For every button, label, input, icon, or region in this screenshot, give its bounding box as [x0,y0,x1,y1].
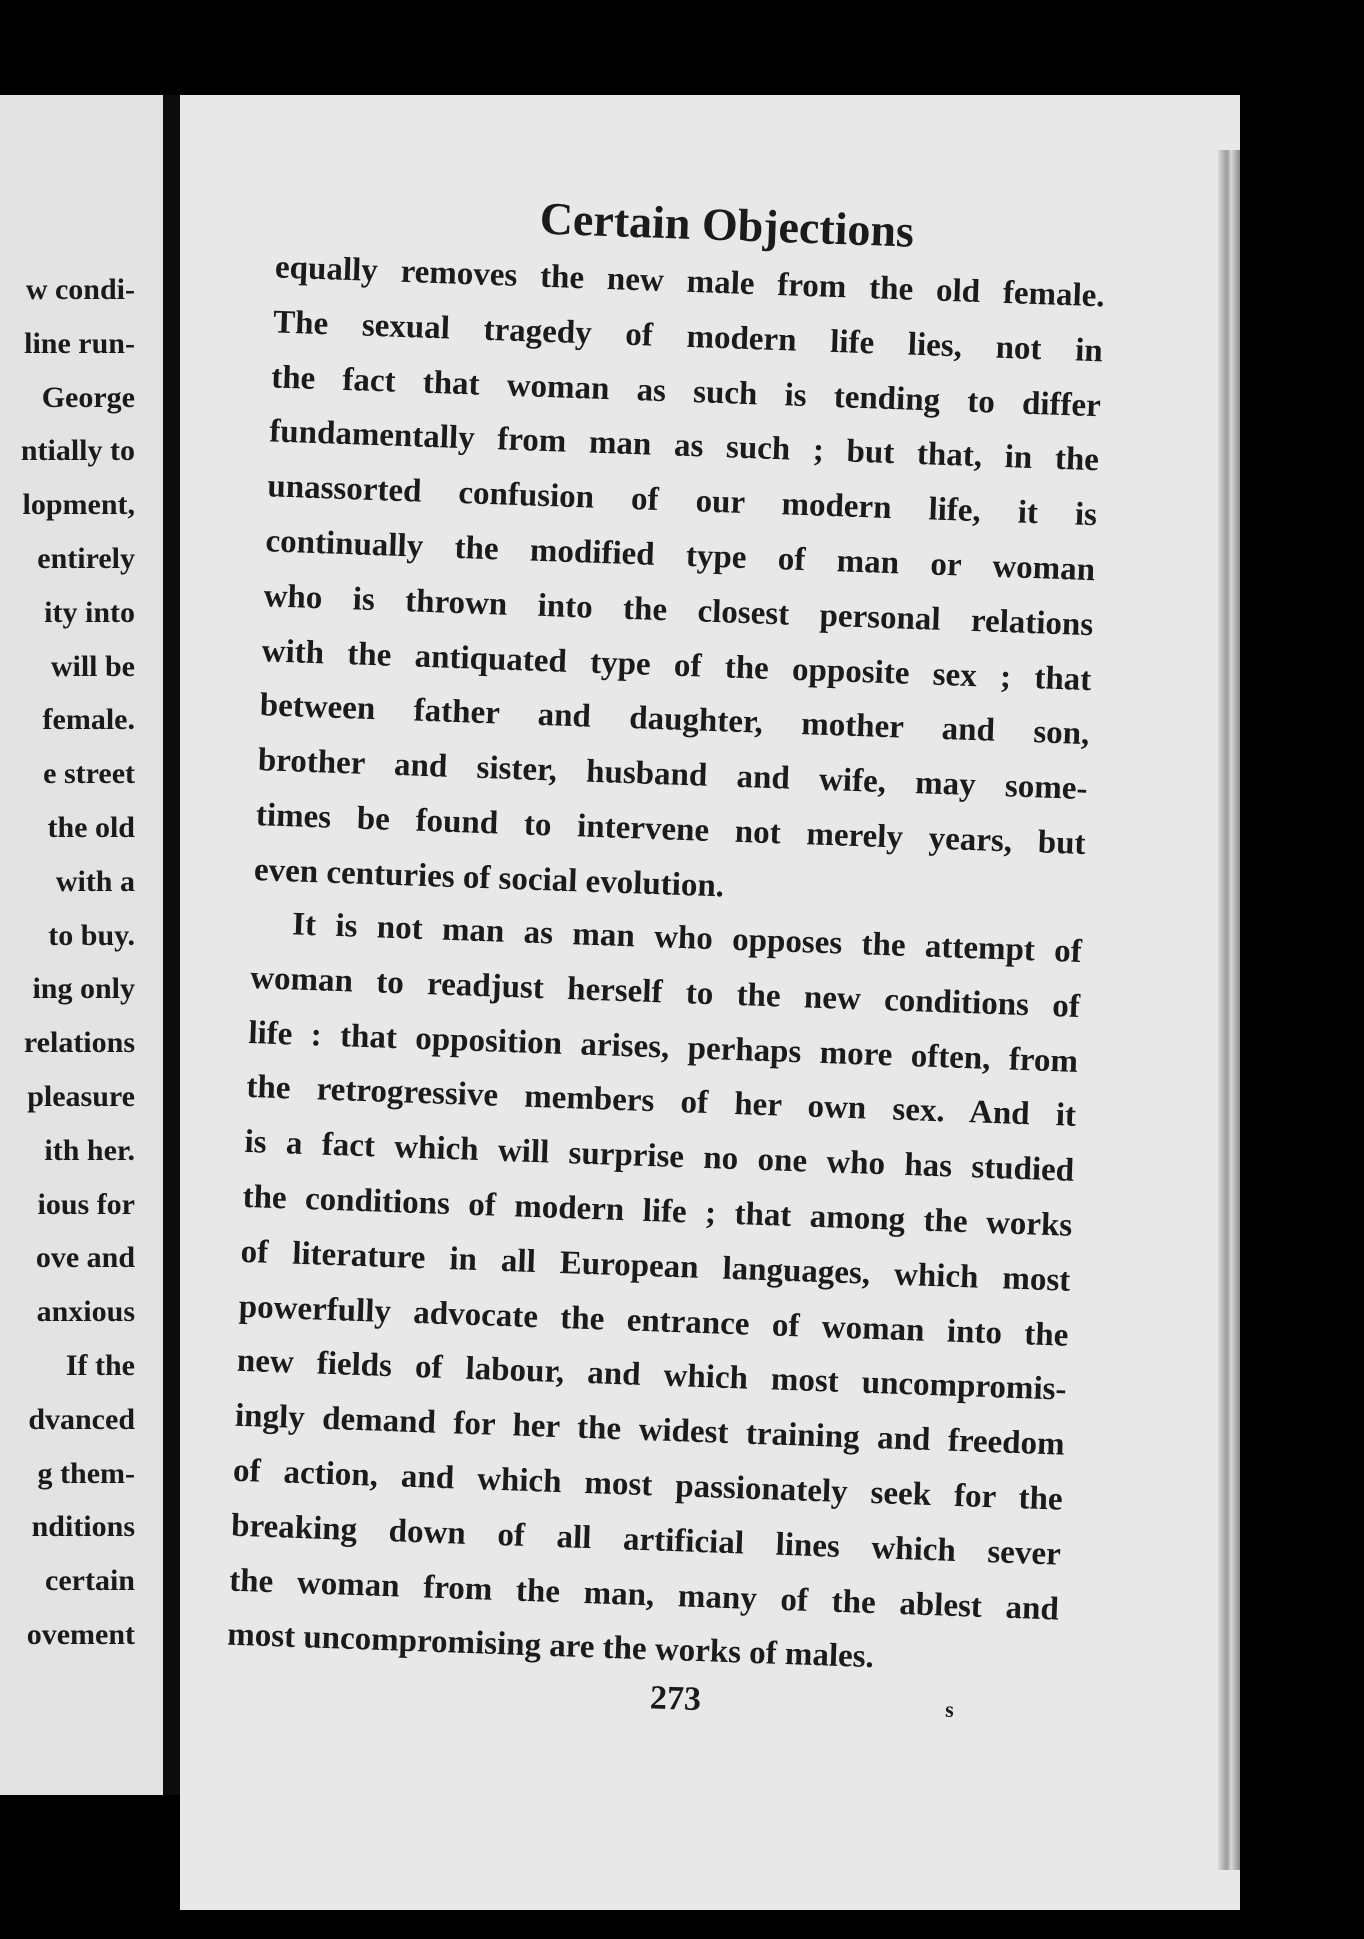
text-line: equally removes the new male from the old female. [274,249,1106,315]
left-page-line: ith her. [44,1133,135,1167]
left-page-line: dvanced [28,1402,135,1436]
left-page-line: will be [50,649,135,683]
left-page-line: ntially to [20,434,135,468]
text-line: breaking down of all artificial lines which sever [230,1507,1062,1573]
left-page-line: anxious [36,1295,135,1329]
book-gutter [163,95,180,1795]
left-page-line: If the [65,1348,135,1382]
left-page-line: with a [55,864,135,898]
paragraph-1 [253,240,1105,926]
left-page-line: George [41,380,135,414]
text-line: the woman from the man, many of the ablest and [228,1562,1060,1628]
left-page-text [0,263,135,1662]
text-line: ingly demand for her the widest training and freedom [234,1397,1066,1463]
left-page-line: line run- [24,326,135,360]
left-page-line: pleasure [27,1079,135,1113]
page-number: 273 [649,1679,702,1719]
text-line: powerfully advocate the entrance of woman into the [238,1288,1069,1354]
text-line: the fact that woman as such is tending to differ [270,358,1102,424]
text-line: the conditions of modern life ; that among the works [242,1178,1073,1244]
paragraph-2 [226,896,1082,1692]
left-page-line: ious for [37,1187,135,1221]
left-page-line: e street [43,757,135,791]
left-page-line: to buy. [48,918,135,952]
left-page-line: ity into [44,595,135,629]
text-line: life : that opposition arises, perhaps more often, from [247,1014,1079,1080]
text-line: times be found to intervene not merely years, but [255,797,1087,863]
text-line: the retrogressive members of her own sex. And it [245,1069,1077,1135]
text-line: between father and daughter, mother and son, [259,687,1090,753]
left-page [0,95,163,1795]
text-line: even centuries of social evolution. [253,851,725,905]
left-page-line: lopment, [22,488,135,522]
text-line: of literature in all European languages, which most [240,1233,1071,1299]
left-page-line: ove and [35,1241,135,1275]
text-line: new fields of labour, and which most uncompromis- [236,1343,1068,1409]
left-page-line: certain [45,1564,135,1598]
left-page-line: female. [42,703,135,737]
text-line: brother and sister, husband and wife, may some- [257,742,1089,808]
right-page [180,95,1240,1910]
left-page-line: ovement [26,1617,135,1651]
text-line: unassorted confusion of our modern life, it is [266,468,1098,534]
text-line: It is not man as man who opposes the attempt of [291,906,1083,970]
text-line: The sexual tragedy of modern life lies, not in [272,304,1104,370]
text-line: is a fact which will surprise no one who has studied [243,1124,1075,1190]
text-line: with the antiquated type of the opposite sex ; that [261,632,1092,698]
text-line: fundamentally from man as such ; but that, in the [268,413,1100,479]
text-line: who is thrown into the closest personal relations [263,578,1094,643]
text-line: continually the modified type of man or woman [264,523,1096,589]
left-page-line: g them- [37,1456,135,1490]
left-page-line: entirely [37,541,135,575]
left-page-line: the old [47,810,135,844]
text-line: woman to readjust herself to the new conditions of [249,959,1081,1025]
text-line: most uncompromising are the works of males. [226,1616,875,1676]
text-line: of action, and which most passionately seek for the [232,1452,1064,1518]
left-page-line: nditions [31,1510,135,1544]
left-page-line: w condi- [25,273,135,306]
page-text-block [180,95,1240,1910]
signature-mark: s [944,1696,955,1722]
left-page-line: ing only [32,972,135,1006]
running-head: Certain Objections [538,192,915,257]
left-page-line: relations [23,1026,135,1060]
